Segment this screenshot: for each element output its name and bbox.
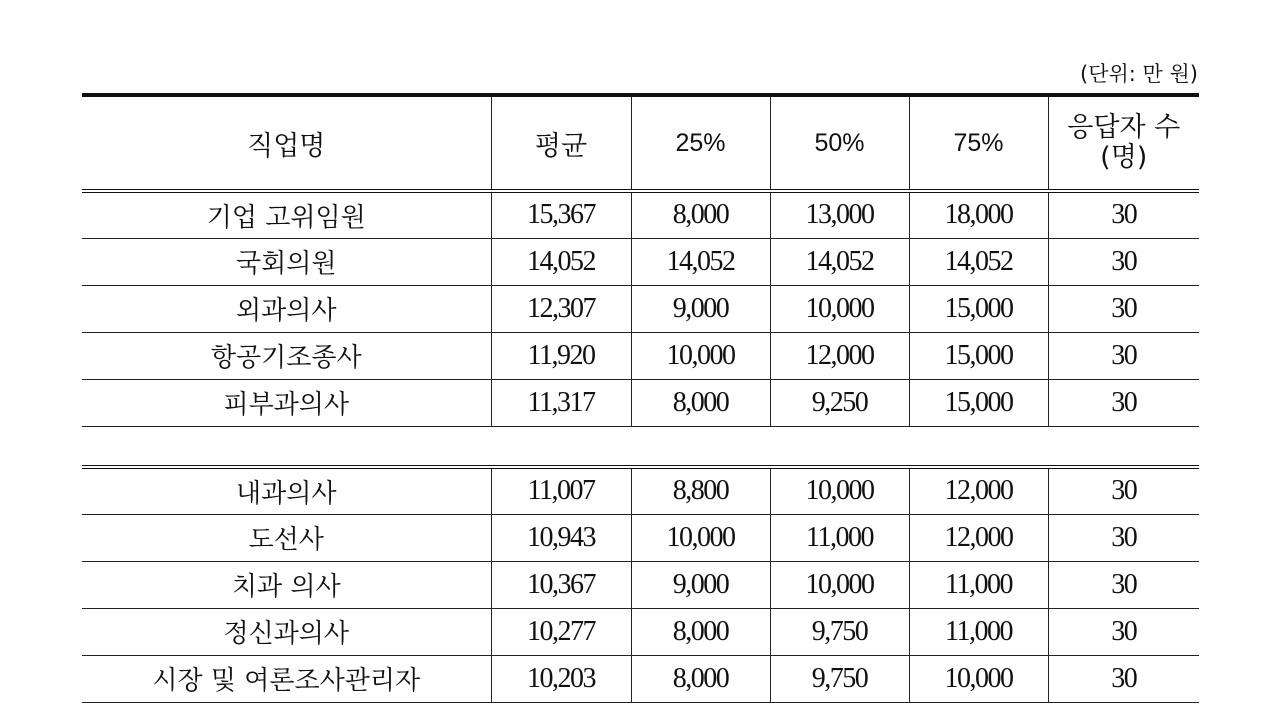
p75-cell: 11,000 (909, 561, 1048, 608)
mean-cell: 11,007 (491, 467, 631, 514)
table-body-bottom (82, 467, 1199, 702)
header-respondents-line2: (명) (1100, 142, 1148, 173)
p50-cell: 9,750 (770, 608, 909, 655)
mean-cell: 14,052 (491, 238, 631, 285)
p50-cell: 14,052 (770, 238, 909, 285)
respondents-cell: 30 (1048, 608, 1199, 655)
respondents-cell: 30 (1048, 191, 1199, 238)
salary-table-bottom (82, 465, 1199, 703)
p25-cell: 14,052 (631, 238, 770, 285)
occupation-cell: 외과의사 (82, 285, 491, 332)
p25-cell: 9,000 (631, 285, 770, 332)
respondents-cell: 30 (1048, 467, 1199, 514)
p50-cell: 10,000 (770, 561, 909, 608)
header-respondents (1048, 95, 1199, 191)
occupation-cell: 정신과의사 (82, 608, 491, 655)
p75-cell: 12,000 (909, 467, 1048, 514)
p50-cell: 11,000 (770, 514, 909, 561)
table-row (82, 238, 1199, 285)
table-row (82, 514, 1199, 561)
respondents-cell: 30 (1048, 514, 1199, 561)
header-mean: 평균 (491, 95, 631, 191)
p75-cell: 15,000 (909, 285, 1048, 332)
mean-cell: 11,920 (491, 332, 631, 379)
table-header (82, 95, 1199, 191)
p50-cell: 13,000 (770, 191, 909, 238)
table-row (82, 608, 1199, 655)
header-p50: 50% (770, 95, 909, 191)
occupation-cell: 기업 고위임원 (82, 191, 491, 238)
table-row (82, 379, 1199, 426)
respondents-cell: 30 (1048, 332, 1199, 379)
p75-cell: 10,000 (909, 655, 1048, 702)
table-row (82, 561, 1199, 608)
occupation-cell: 국회의원 (82, 238, 491, 285)
p75-cell: 15,000 (909, 379, 1048, 426)
p75-cell: 11,000 (909, 608, 1048, 655)
table-row (82, 467, 1199, 514)
occupation-cell: 도선사 (82, 514, 491, 561)
p50-cell: 9,250 (770, 379, 909, 426)
table-body-top (82, 191, 1199, 426)
p25-cell: 10,000 (631, 514, 770, 561)
header-respondents-line1: 응답자 수 (1067, 112, 1181, 143)
occupation-cell: 항공기조종사 (82, 332, 491, 379)
p75-cell: 14,052 (909, 238, 1048, 285)
occupation-cell: 내과의사 (82, 467, 491, 514)
p25-cell: 8,000 (631, 655, 770, 702)
p75-cell: 12,000 (909, 514, 1048, 561)
mean-cell: 10,943 (491, 514, 631, 561)
salary-table-top (82, 93, 1199, 427)
table-row (82, 332, 1199, 379)
header-p25: 25% (631, 95, 770, 191)
p50-cell: 9,750 (770, 655, 909, 702)
p50-cell: 12,000 (770, 332, 909, 379)
table-row (82, 285, 1199, 332)
p25-cell: 10,000 (631, 332, 770, 379)
p25-cell: 8,000 (631, 191, 770, 238)
respondents-cell: 30 (1048, 561, 1199, 608)
p75-cell: 18,000 (909, 191, 1048, 238)
mean-cell: 10,203 (491, 655, 631, 702)
unit-label: (단위: 만 원) (1080, 62, 1198, 86)
mean-cell: 10,277 (491, 608, 631, 655)
respondents-cell: 30 (1048, 238, 1199, 285)
p50-cell: 10,000 (770, 467, 909, 514)
occupation-cell: 시장 및 여론조사관리자 (82, 655, 491, 702)
p75-cell: 15,000 (909, 332, 1048, 379)
table-row (82, 191, 1199, 238)
p25-cell: 8,800 (631, 467, 770, 514)
header-row (82, 95, 1199, 191)
p25-cell: 8,000 (631, 608, 770, 655)
occupation-cell: 치과 의사 (82, 561, 491, 608)
respondents-cell: 30 (1048, 285, 1199, 332)
mean-cell: 10,367 (491, 561, 631, 608)
mean-cell: 12,307 (491, 285, 631, 332)
header-occupation: 직업명 (82, 95, 491, 191)
table-row (82, 655, 1199, 702)
p25-cell: 9,000 (631, 561, 770, 608)
mean-cell: 11,317 (491, 379, 631, 426)
header-p75: 75% (909, 95, 1048, 191)
p25-cell: 8,000 (631, 379, 770, 426)
mean-cell: 15,367 (491, 191, 631, 238)
respondents-cell: 30 (1048, 655, 1199, 702)
occupation-cell: 피부과의사 (82, 379, 491, 426)
respondents-cell: 30 (1048, 379, 1199, 426)
p50-cell: 10,000 (770, 285, 909, 332)
